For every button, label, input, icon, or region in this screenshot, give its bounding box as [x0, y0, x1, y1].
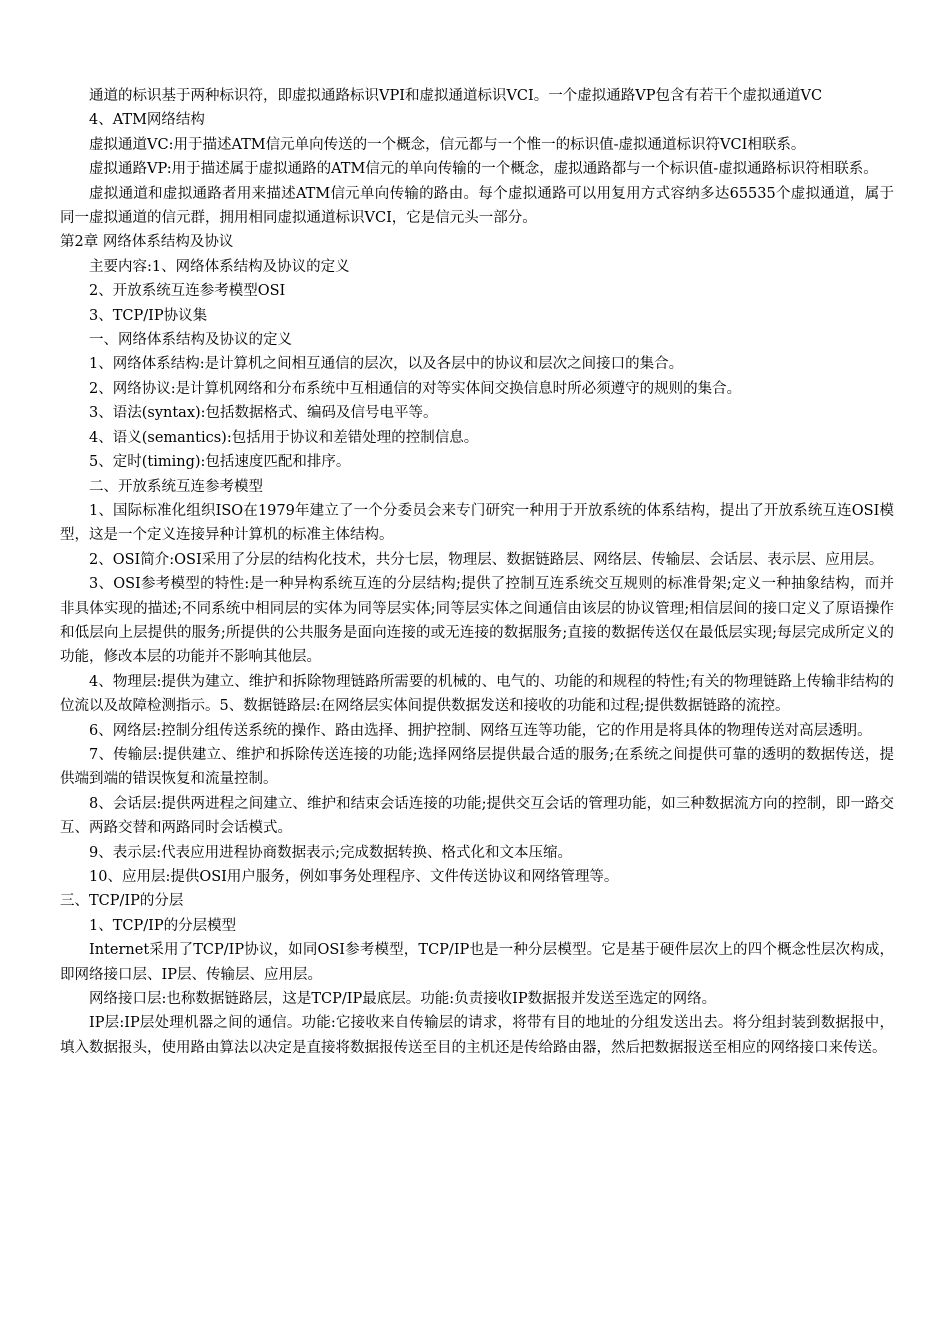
paragraph-virtual-channel: 虚拟通道VC:用于描述ATM信元单向传送的一个概念，信元都与一个惟一的标识值-虚拟通道标识符VCI相联系。 — [89, 136, 806, 153]
chapter-2-title: 第2章 网络体系结构及协议 — [60, 234, 234, 251]
paragraph-network-layer: 6、网络层:控制分组传送系统的操作、路由选择、拥护控制、网络互连等功能，它的作用是将具体的物理传送对高层透明。 — [89, 722, 872, 739]
subheading-tcpip-model: 1、TCP/IP的分层模型 — [89, 917, 237, 934]
document-page — [60, 84, 894, 1060]
definition-protocol: 2、网络协议:是计算机网络和分布系统中互相通信的对等实体间交换信息时所必须遵守的规则的集合。 — [89, 380, 742, 397]
main-content-item-2: 2、开放系统互连参考模型OSI — [89, 283, 286, 300]
paragraph-application-layer: 10、应用层:提供OSI用户服务，例如事务处理程序、文件传送协议和网络管理等。 — [89, 869, 619, 885]
paragraph-session-layer: 8、会话层:提供两进程之间建立、维护和结束会话连接的功能;提供交互会话的管理功能，如三种数据流方向的控制，即一路交互、两路交替和两路同时会话模式。 — [60, 795, 894, 837]
paragraph-osi-features: 3、OSI参考模型的特性:是一种异构系统互连的分层结构;提供了控制互连系统交互规则的标准骨架;定义一种抽象结构，而并非具体实现的描述;不同系统中相同层的实体为同等层实体;同等层实体之间通信由该层的协议管理;相信层间的接口定义了原语操作和低层向上层提供的服务;所提供的公共服务是面向连接的或无连接的数据服务;直接的数据传送仅在最低层实现;每层完成所定义的功能，修改本层的功能并不影响其他层。 — [60, 576, 894, 666]
paragraph-physical-datalink-layer: 4、物理层:提供为建立、维护和拆除物理链路所需要的机械的、电气的、功能的和规程的特性;有关的物理链路上传输非结构的位流以及故障检测指示。5、数据链路层:在网络层实体间提供数据发送和接收的功能和过程;提供数据链路的流控。 — [60, 673, 894, 715]
definition-timing: 5、定时(timing):包括速度匹配和排序。 — [89, 454, 351, 471]
paragraph-internet-tcpip: Internet采用了TCP/IP协议，如同OSI参考模型，TCP/IP也是一种分层模型。它是基于硬件层次上的四个概念性层次构成，即网络接口层、IP层、传输层、应用层。 — [60, 942, 894, 983]
main-content-item-1: 主要内容:1、网络体系结构及协议的定义 — [89, 258, 350, 275]
paragraph-osi-intro: 2、OSI简介:OSI采用了分层的结构化技术，共分七层，物理层、数据链路层、网络层、传输层、会话层、表示层、应用层。 — [89, 551, 884, 568]
definition-syntax: 3、语法(syntax):包括数据格式、编码及信号电平等。 — [89, 405, 438, 422]
paragraph-vc-vp-routing: 虚拟通道和虚拟通路者用来描述ATM信元单向传输的路由。每个虚拟通路可以用复用方式容纳多达65535个虚拟通道，属于同一虚拟通道的信元群，拥用相同虚拟通道标识VCI，它是信元头一部分。 — [60, 185, 894, 227]
section-1-heading: 一、网络体系结构及协议的定义 — [89, 332, 292, 349]
paragraph-transport-layer: 7、传输层:提供建立、维护和拆除传送连接的功能;选择网络层提供最合适的服务;在系统之间提供可靠的透明的数据传送，提供端到端的错误恢复和流量控制。 — [60, 746, 894, 788]
section-2-heading: 二、开放系统互连参考模型 — [89, 478, 263, 495]
paragraph-ip-layer: IP层:IP层处理机器之间的通信。功能:它接收来自传输层的请求，将带有目的地址的分组发送出去。将分组封装到数据报中，填入数据报头，使用路由算法以决定是直接将数据报传送至目的主机还是传给路由器，然后把数据报送至相应的网络接口来传送。 — [60, 1015, 894, 1056]
paragraph-virtual-path: 虚拟通路VP:用于描述属于虚拟通路的ATM信元的单向传输的一个概念，虚拟通路都与一个标识值-虚拟通路标识符相联系。 — [89, 161, 878, 178]
paragraph-network-interface-layer: 网络接口层:也称数据链路层，这是TCP/IP最底层。功能:负责接收IP数据报并发送至选定的网络。 — [89, 991, 717, 1008]
main-content-item-3: 3、TCP/IP协议集 — [89, 307, 208, 324]
section-3-heading: 三、TCP/IP的分层 — [60, 893, 184, 910]
definition-semantics: 4、语义(semantics):包括用于协议和差错处理的控制信息。 — [89, 429, 479, 446]
heading-atm-structure: 4、ATM网络结构 — [89, 112, 205, 129]
paragraph-presentation-layer: 9、表示层:代表应用进程协商数据表示;完成数据转换、格式化和文本压缩。 — [89, 844, 572, 861]
paragraph-iso-history: 1、国际标准化组织ISO在1979年建立了一个分委员会来专门研究一种用于开放系统的体系结构，提出了开放系统互连OSI模型，这是一个定义连接异种计算机的标准主体结构。 — [60, 502, 894, 544]
definition-architecture: 1、网络体系结构:是计算机之间相互通信的层次，以及各层中的协议和层次之间接口的集合。 — [89, 356, 684, 373]
paragraph-vpi-vci-intro: 通道的标识基于两种标识符，即虚拟通路标识VPI和虚拟通道标识VCI。一个虚拟通路VP包含有若干个虚拟通道VC — [89, 88, 823, 104]
